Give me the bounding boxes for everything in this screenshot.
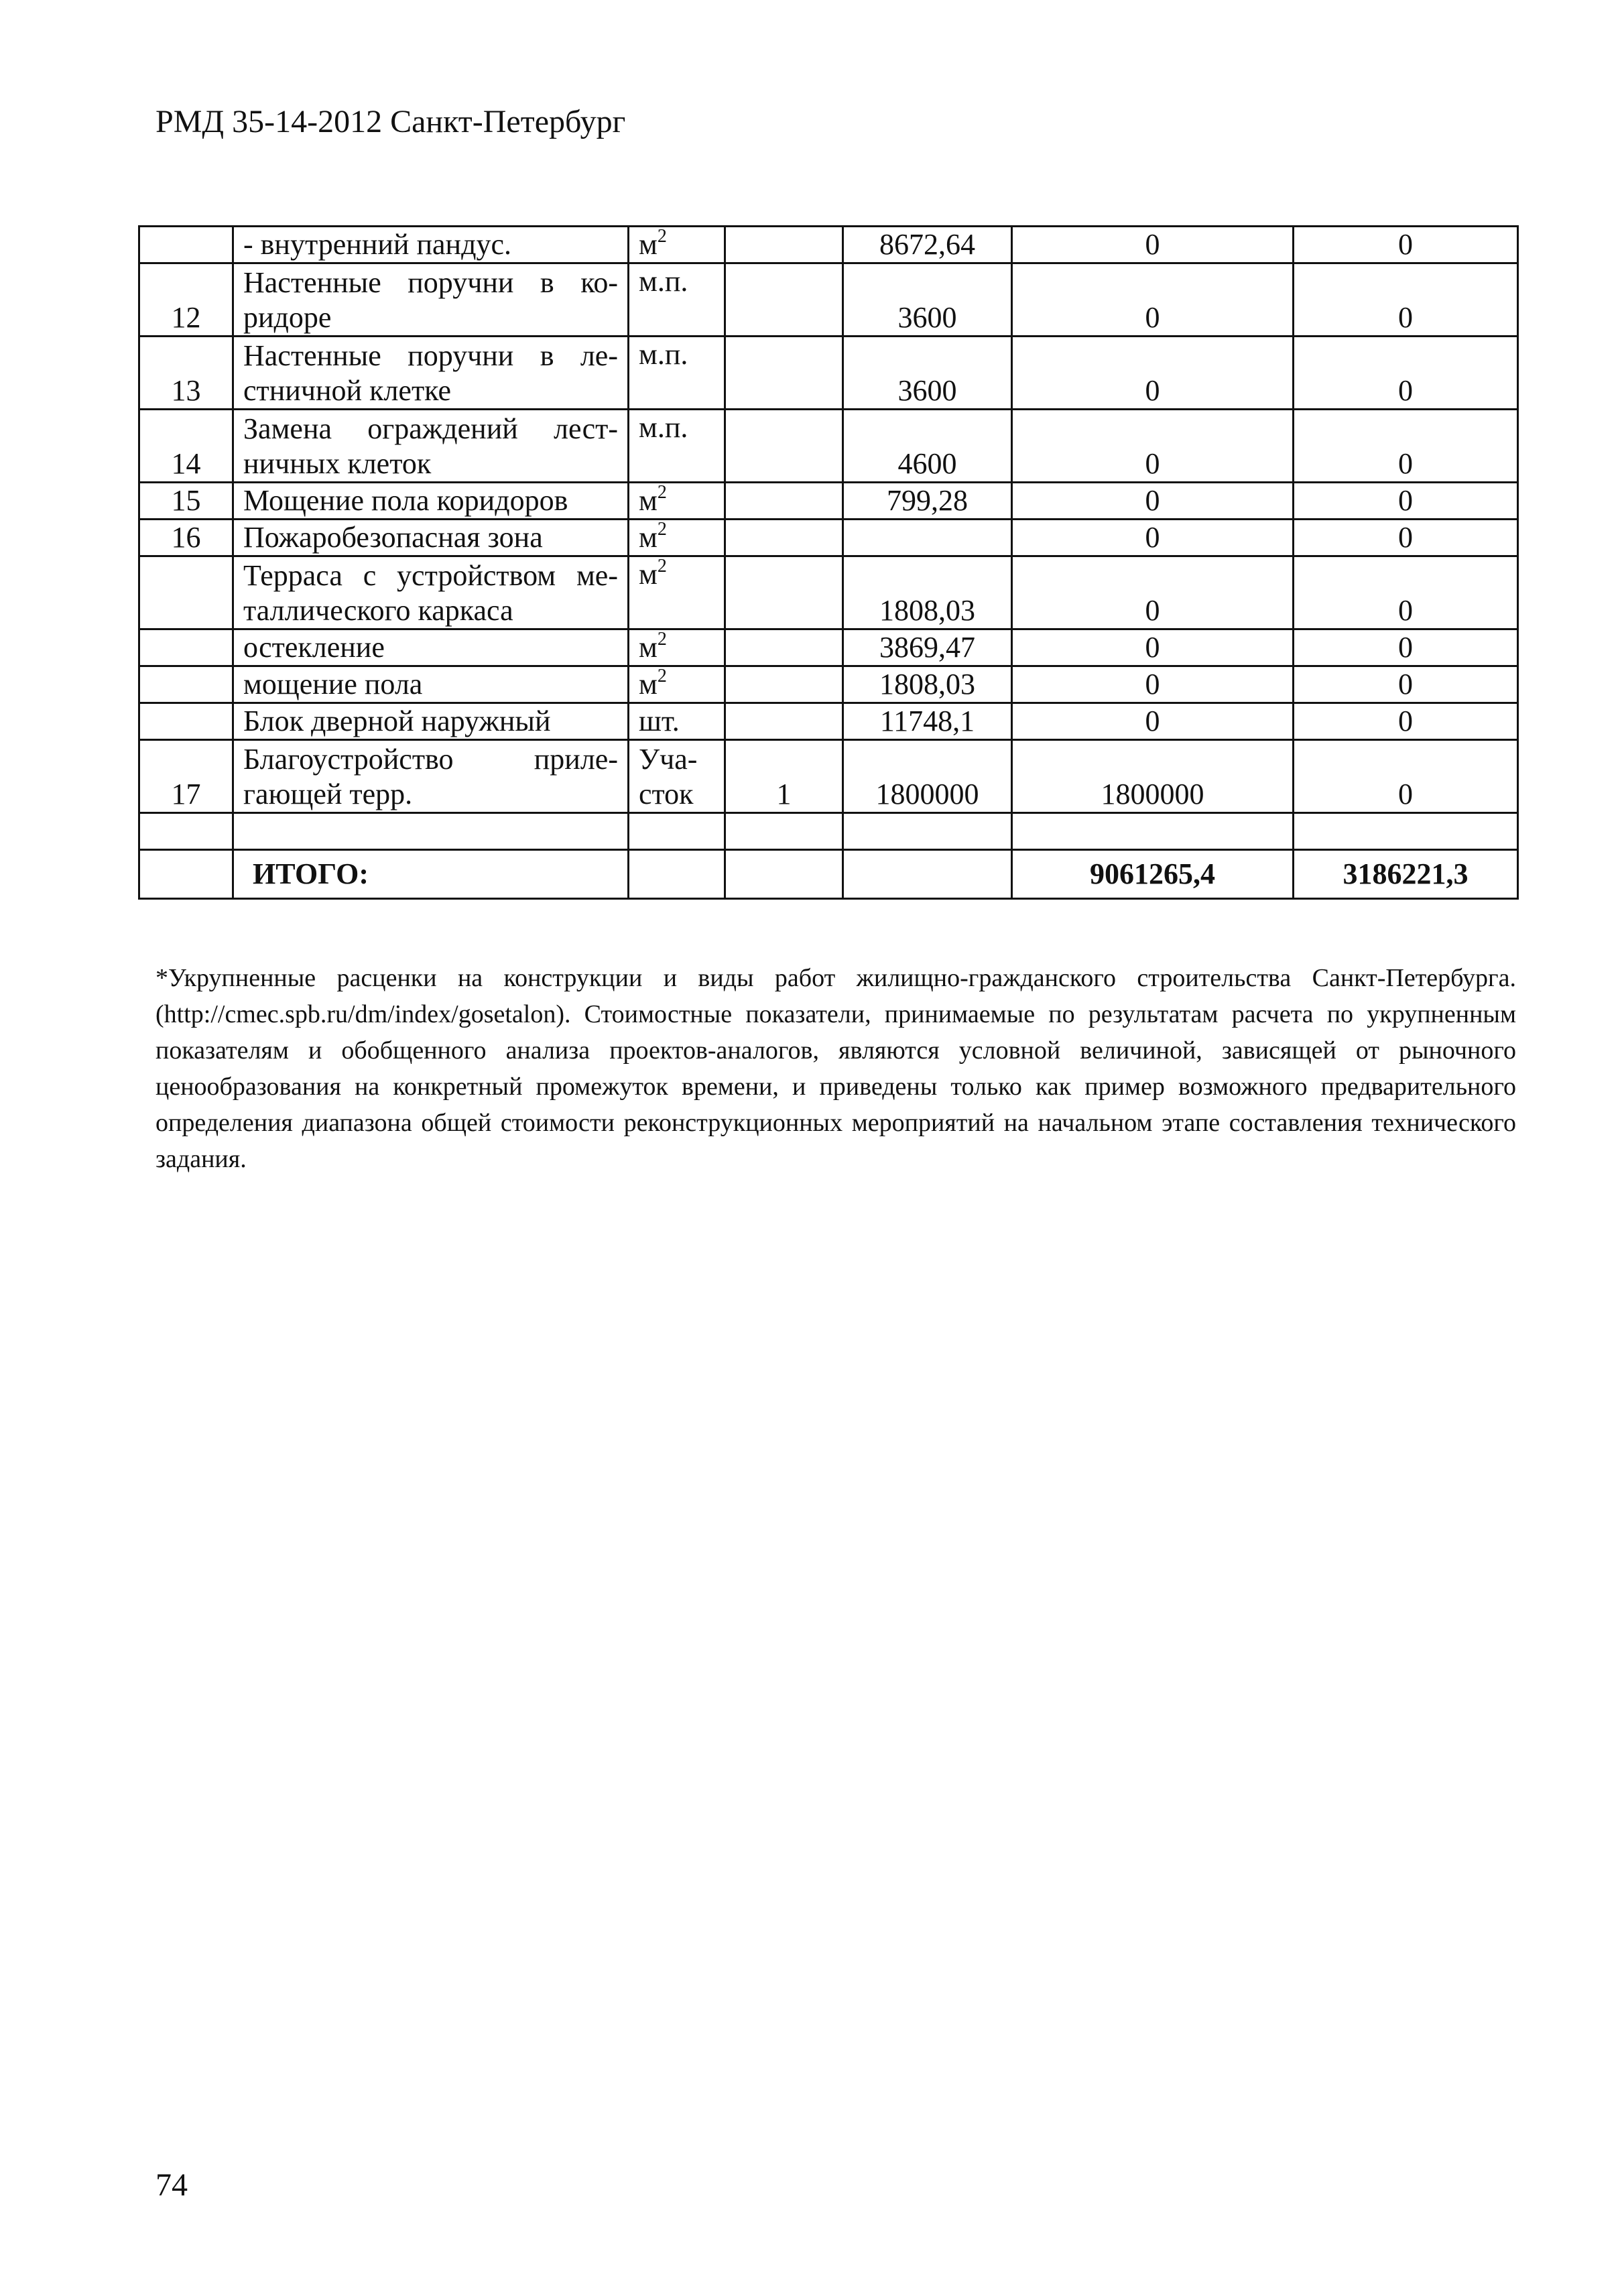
total-cost: 0 [1012, 666, 1294, 703]
item-name-line: Пожаробезопасная зона [243, 521, 543, 554]
total-remaining-sum: 3186221,3 [1294, 850, 1518, 899]
item-name [233, 556, 629, 629]
remaining-cost: 0 [1294, 263, 1518, 337]
item-name-line: гающей терр. [243, 778, 413, 810]
table-row [139, 337, 1518, 410]
total-cost-sum: 9061265,4 [1012, 850, 1294, 899]
unit-price: 4600 [843, 410, 1012, 483]
item-name-line: Блок дверной наружный [243, 705, 551, 737]
total-cost: 0 [1012, 410, 1294, 483]
unit-text: м [639, 484, 658, 517]
row-number: 17 [139, 740, 233, 813]
item-name [233, 629, 629, 666]
unit-text: м [639, 668, 658, 701]
unit [629, 520, 725, 556]
total-cost: 0 [1012, 629, 1294, 666]
item-name-line: Замена ограждений лест- [243, 412, 618, 445]
item-name [233, 227, 629, 263]
item-name-line: мощение пола [243, 668, 423, 701]
table-row [139, 703, 1518, 740]
quantity [725, 556, 843, 629]
page-header: РМД 35-14-2012 Санкт-Петербург [155, 104, 626, 139]
empty-cell [139, 813, 233, 850]
item-name [233, 703, 629, 740]
item-name-line: Мощение пола коридоров [243, 484, 568, 517]
remaining-cost: 0 [1294, 337, 1518, 410]
remaining-cost: 0 [1294, 703, 1518, 740]
empty-cell [139, 850, 233, 899]
item-name-line: таллического каркаса [243, 594, 513, 627]
total-cost: 0 [1012, 227, 1294, 263]
quantity [725, 629, 843, 666]
unit-price: 1808,03 [843, 556, 1012, 629]
item-name-line: Настенные поручни в ко- [243, 266, 618, 299]
quantity [725, 483, 843, 520]
remaining-cost: 0 [1294, 410, 1518, 483]
quantity [725, 520, 843, 556]
total-cost: 0 [1012, 263, 1294, 337]
table-row [139, 629, 1518, 666]
table-row [139, 227, 1518, 263]
quantity [725, 666, 843, 703]
unit [629, 483, 725, 520]
unit-price: 3600 [843, 337, 1012, 410]
unit-price: 1800000 [843, 740, 1012, 813]
unit [629, 666, 725, 703]
total-cost: 0 [1012, 337, 1294, 410]
table-row [139, 556, 1518, 629]
empty-cell [1012, 813, 1294, 850]
unit-price: 8672,64 [843, 227, 1012, 263]
item-name [233, 410, 629, 483]
unit-price: 3600 [843, 263, 1012, 337]
item-name [233, 483, 629, 520]
unit-superscript: 2 [657, 666, 667, 686]
empty-cell [233, 813, 629, 850]
remaining-cost: 0 [1294, 520, 1518, 556]
quantity [725, 263, 843, 337]
item-name-line: ничных клеток [243, 447, 432, 480]
unit [629, 410, 725, 483]
quantity [725, 227, 843, 263]
unit-text: сток [639, 778, 694, 810]
item-name-line: остекление [243, 631, 385, 664]
table-row [139, 483, 1518, 520]
empty-cell [629, 850, 725, 899]
footnote: *Укрупненные расценки на конструкции и виды работ жилищно-гражданского строительства Санкт-Петербурга. (http://cmec.spb.ru/dm/index/gosetalon). Стоимостные показатели, принимаемые по результатам расчета по укрупненным показателям и обобщенного анализа проектов-аналогов, являются условной величиной, зависящей от рыночного ценообразования на конкретный промежуток времени, и приведены только как пример возможного предварительного определения диапазона общей стоимости реконструкционных мероприятий на начальном этапе составления технического задания. [155, 964, 1516, 1173]
unit-text: м [639, 521, 658, 554]
unit-superscript: 2 [657, 226, 667, 247]
unit [629, 337, 725, 410]
item-name-line: Благоустройство приле- [243, 743, 618, 776]
item-name [233, 263, 629, 337]
unit-text: м [639, 558, 658, 591]
unit-text: м.п. [639, 338, 688, 371]
unit-price: 11748,1 [843, 703, 1012, 740]
page-number: 74 [155, 2167, 188, 2203]
empty-cell [725, 850, 843, 899]
unit-text: шт. [639, 705, 680, 737]
empty-cell [843, 850, 1012, 899]
remaining-cost: 0 [1294, 556, 1518, 629]
item-name [233, 666, 629, 703]
total-cost: 0 [1012, 703, 1294, 740]
unit-superscript: 2 [657, 482, 667, 503]
row-number: 16 [139, 520, 233, 556]
total-cost: 0 [1012, 483, 1294, 520]
empty-cell [843, 813, 1012, 850]
quantity [725, 703, 843, 740]
row-number [139, 703, 233, 740]
unit [629, 263, 725, 337]
table-row [139, 410, 1518, 483]
unit-text: м.п. [639, 265, 688, 298]
unit-superscript: 2 [657, 556, 667, 577]
item-name-line: Терраса с устройством ме- [243, 559, 618, 592]
total-label: ИТОГО: [233, 850, 629, 899]
cost-table-wrapper [138, 225, 1517, 900]
remaining-cost: 0 [1294, 666, 1518, 703]
unit-text: м [639, 631, 658, 664]
table-row [139, 263, 1518, 337]
total-cost: 1800000 [1012, 740, 1294, 813]
row-number [139, 227, 233, 263]
unit-text: м.п. [639, 411, 688, 444]
quantity [725, 410, 843, 483]
row-number [139, 629, 233, 666]
row-number [139, 666, 233, 703]
item-name [233, 337, 629, 410]
unit [629, 227, 725, 263]
unit-text: Уча- [639, 743, 698, 776]
table-row [139, 740, 1518, 813]
remaining-cost: 0 [1294, 227, 1518, 263]
table-row [139, 520, 1518, 556]
remaining-cost: 0 [1294, 629, 1518, 666]
row-number: 15 [139, 483, 233, 520]
unit-price: 3869,47 [843, 629, 1012, 666]
row-number [139, 556, 233, 629]
row-number: 14 [139, 410, 233, 483]
empty-cell [725, 813, 843, 850]
item-name-line: стничной клетке [243, 374, 451, 407]
remaining-cost: 0 [1294, 740, 1518, 813]
unit-price: 799,28 [843, 483, 1012, 520]
item-name-line: ридоре [243, 301, 332, 334]
total-row [139, 850, 1518, 899]
remaining-cost: 0 [1294, 483, 1518, 520]
unit-superscript: 2 [657, 629, 667, 650]
item-name [233, 740, 629, 813]
total-cost: 0 [1012, 556, 1294, 629]
unit [629, 703, 725, 740]
table-body [139, 227, 1518, 899]
unit [629, 740, 725, 813]
item-name-line: - внутренний пандус. [243, 228, 511, 261]
cost-table [138, 225, 1519, 900]
quantity [725, 337, 843, 410]
empty-cell [1294, 813, 1518, 850]
row-number: 13 [139, 337, 233, 410]
unit-superscript: 2 [657, 519, 667, 540]
empty-cell [629, 813, 725, 850]
empty-row [139, 813, 1518, 850]
unit [629, 556, 725, 629]
table-row [139, 666, 1518, 703]
quantity: 1 [725, 740, 843, 813]
item-name [233, 520, 629, 556]
row-number: 12 [139, 263, 233, 337]
item-name-line: Настенные поручни в ле- [243, 339, 618, 372]
total-cost: 0 [1012, 520, 1294, 556]
unit-text: м [639, 228, 658, 261]
unit-price [843, 520, 1012, 556]
unit-price: 1808,03 [843, 666, 1012, 703]
unit [629, 629, 725, 666]
